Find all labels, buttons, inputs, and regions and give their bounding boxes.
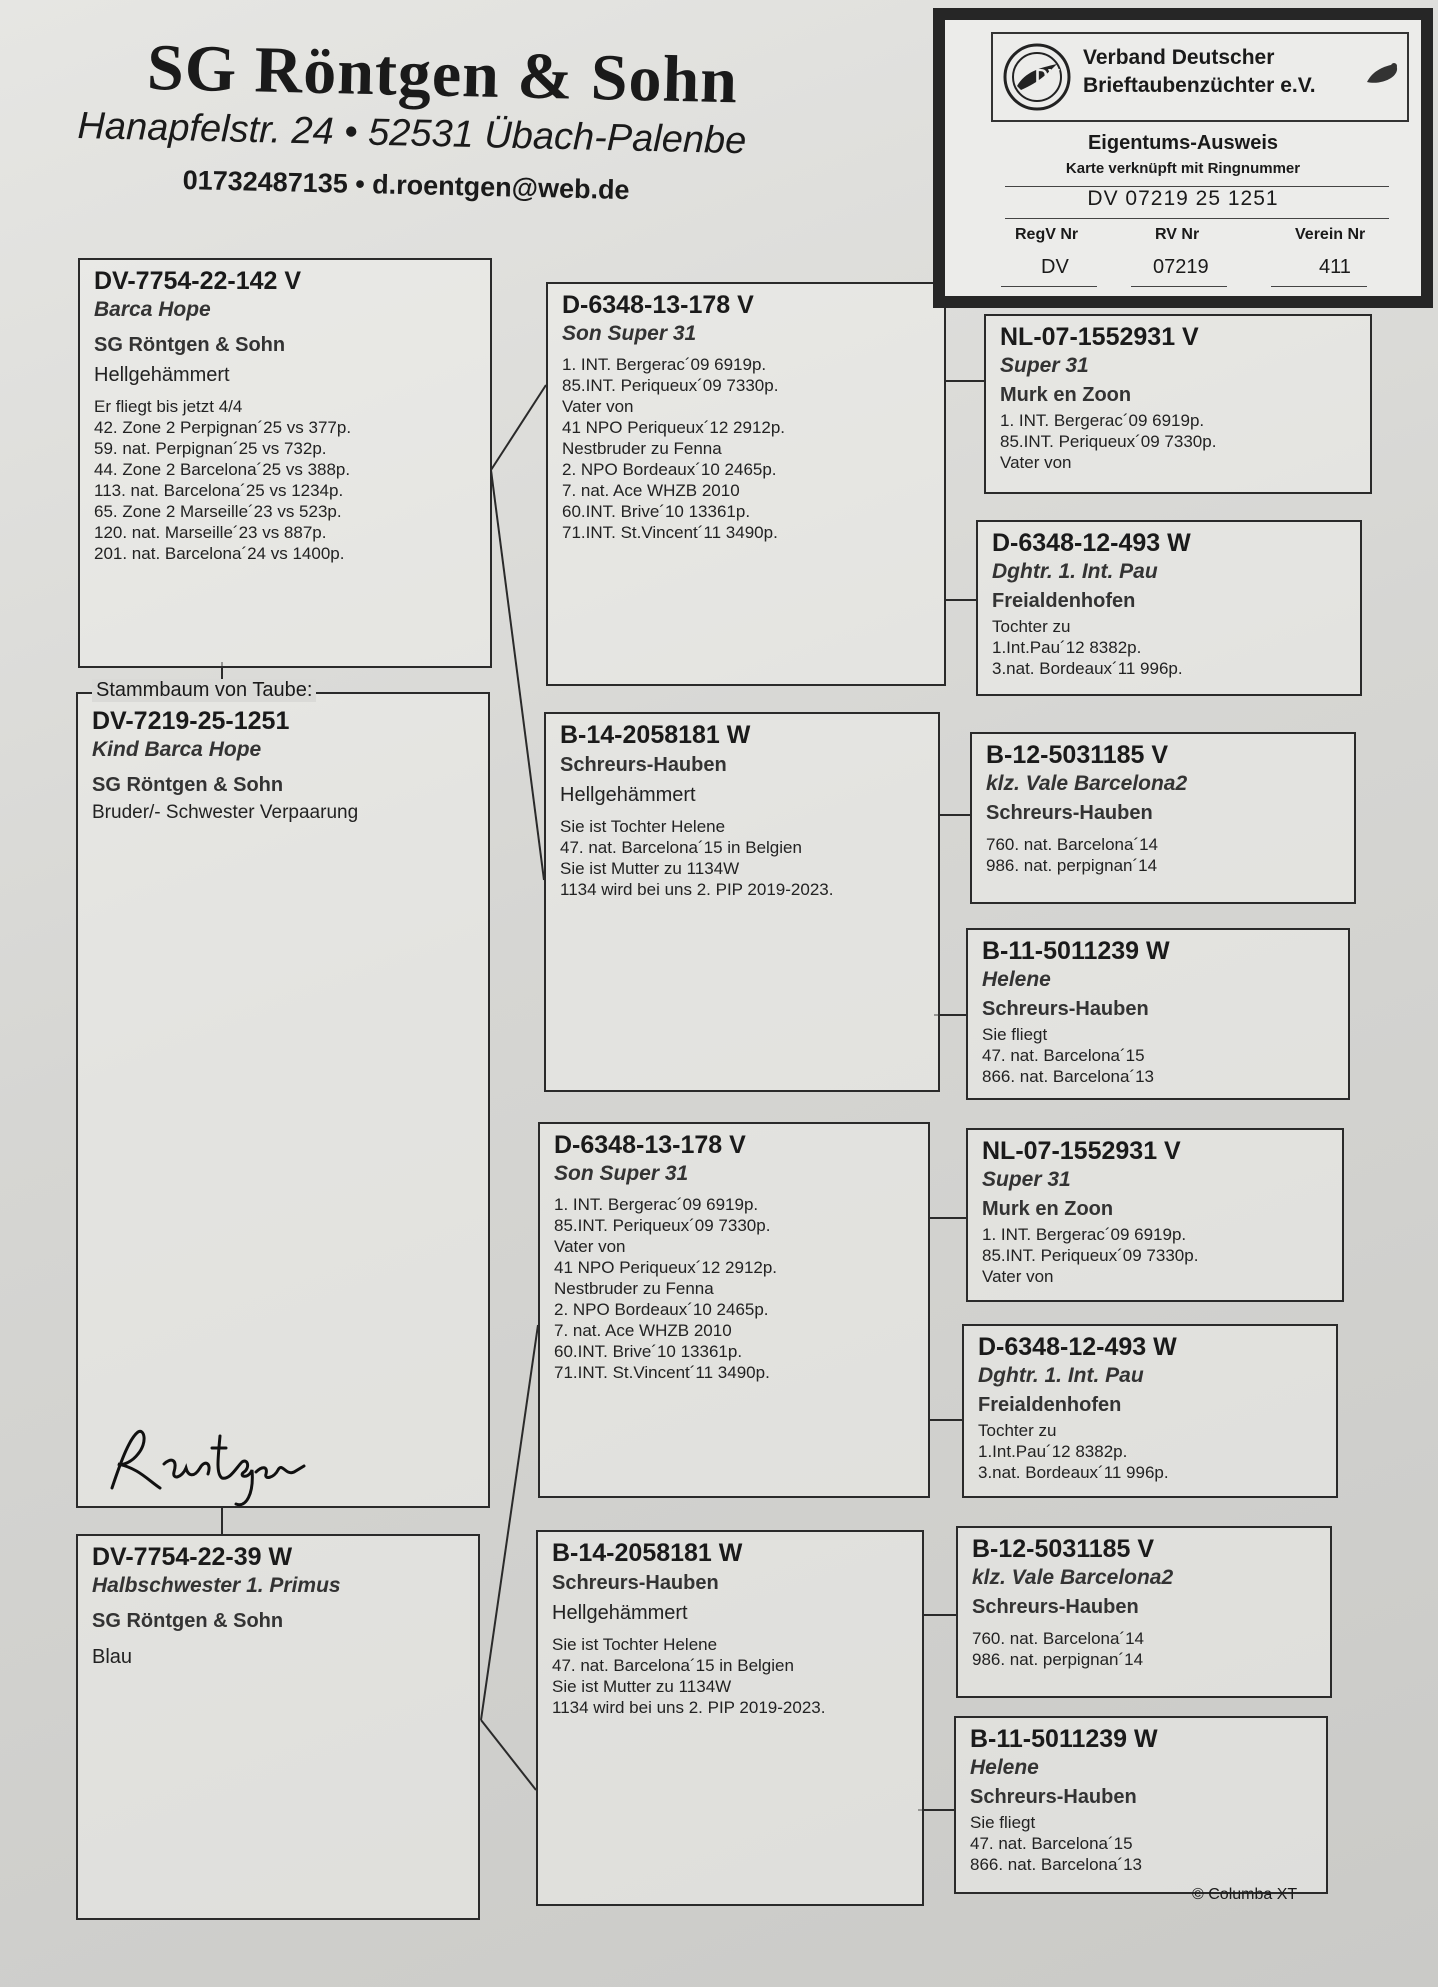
ownership-certificate-card [933,8,1433,308]
father-note: 59. nat. Perpignan´25 vs 732p. [94,439,327,458]
grandsire-maternal-ring: D-6348-13-178 V [554,1131,746,1159]
mother-breeder: SG Röntgen & Sohn [92,1610,284,1632]
subject-ring-number: DV-7219-25-1251 [92,707,290,735]
copyright-notice: © Columba XT [1192,1886,1298,1903]
grandsire-paternal-note: 85.INT. Periqueux´09 7330p. [562,376,779,395]
regv-header: RegV Nr [1015,226,1079,243]
granddam-maternal-breeder: Schreurs-Hauben [552,1572,719,1594]
subject-name: Kind Barca Hope [92,738,262,761]
father-note: 113. nat. Barcelona´25 vs 1234p. [94,481,344,500]
grandsire-paternal-note: 1. INT. Bergerac´09 6919p. [562,355,767,374]
ggp-note: 47. nat. Barcelona´15 [982,1046,1145,1065]
father-name: Barca Hope [94,298,211,321]
grandsire-maternal-note: Nestbruder zu Fenna [554,1279,714,1298]
grandsire-maternal-note: 41 NPO Periqueux´12 2912p. [554,1258,778,1277]
father-note: 201. nat. Barcelona´24 vs 1400p. [94,544,345,563]
grandsire-maternal-note: 60.INT. Brive´10 13361p. [554,1342,743,1361]
ggp-note: 866. nat. Barcelona´13 [982,1067,1155,1086]
ggp-note: 986. nat. perpignan´14 [986,856,1158,875]
mother-color: Blau [92,1646,133,1668]
father-note: Er fliegt bis jetzt 4/4 [94,397,243,416]
ggp-breeder: Freialdenhofen [978,1394,1122,1416]
grandsire-maternal-box [538,1122,930,1498]
father-note: 42. Zone 2 Perpignan´25 vs 377p. [94,418,352,437]
ggp-ring: D-6348-12-493 W [992,529,1191,557]
father-note: 120. nat. Marseille´23 vs 887p. [94,523,327,542]
grandsire-paternal-note: 41 NPO Periqueux´12 2912p. [562,418,786,437]
mother-box [76,1534,480,1920]
ggp-breeder: Murk en Zoon [982,1198,1114,1220]
grandsire-paternal-note: 60.INT. Brive´10 13361p. [562,502,751,521]
ggp-note: 760. nat. Barcelona´14 [972,1629,1145,1648]
ggp-box [984,314,1372,494]
association-header [991,32,1409,122]
grandsire-maternal-note: 1. INT. Bergerac´09 6919p. [554,1195,759,1214]
ggp-box [966,1128,1344,1302]
father-note: 65. Zone 2 Marseille´23 vs 523p. [94,502,342,521]
granddam-paternal-note: 47. nat. Barcelona´15 in Belgien [560,838,802,857]
ggp-ring: B-12-5031185 V [986,741,1169,769]
granddam-maternal-ring: B-14-2058181 W [552,1539,743,1567]
ggp-name: Super 31 [982,1168,1071,1191]
ggp-name: Helene [970,1756,1039,1779]
granddam-paternal-breeder: Schreurs-Hauben [560,754,727,776]
ggp-name: Dghtr. 1. Int. Pau [992,560,1158,583]
verein-value: 411 [1319,256,1351,278]
breeder-address: Hanapfelstr. 24 • 52531 Übach-Palenbe [77,105,747,163]
ggp-ring: B-11-5011239 W [982,937,1170,965]
grandsire-paternal-box [546,282,946,686]
ggp-box [976,520,1362,696]
grandsire-paternal-note: Vater von [562,397,634,416]
granddam-maternal-box [536,1530,924,1906]
regv-value: DV [1041,256,1069,278]
ggp-breeder: Schreurs-Hauben [970,1786,1137,1808]
grandsire-paternal-ring: D-6348-13-178 V [562,291,754,319]
ggp-name: Super 31 [1000,354,1089,377]
ggp-note: 986. nat. perpignan´14 [972,1650,1144,1669]
ggp-breeder: Murk en Zoon [1000,384,1132,406]
ggp-ring: NL-07-1552931 V [982,1137,1181,1165]
ggp-box [962,1324,1338,1498]
ggp-note: 760. nat. Barcelona´14 [986,835,1159,854]
granddam-paternal-note: Sie ist Mutter zu 1134W [560,859,740,878]
ggp-name: klz. Vale Barcelona2 [986,772,1188,795]
grandsire-paternal-note: 7. nat. Ace WHZB 2010 [562,481,740,500]
ggp-breeder: Schreurs-Hauben [986,802,1153,824]
ggp-note: 1.Int.Pau´12 8382p. [978,1442,1128,1461]
pedigree-of-label: Stammbaum von Taube: [92,679,316,702]
ggp-box [970,732,1356,904]
mother-ring-number: DV-7754-22-39 W [92,1543,293,1571]
pigeon-icon [1363,56,1403,92]
association-name-line2: Brieftaubenzüchter e.V. [1083,74,1316,97]
ggp-ring: NL-07-1552931 V [1000,323,1199,351]
association-logo-icon [999,42,1075,112]
subject-breeder: SG Röntgen & Sohn [92,774,284,796]
breeder-contact: 01732487135 • d.roentgen@web.de [182,165,630,206]
breeder-name-heading: SG Röntgen & Sohn [146,30,739,118]
ggp-note: 866. nat. Barcelona´13 [970,1855,1143,1874]
grandsire-paternal-note: 2. NPO Bordeaux´10 2465p. [562,460,777,479]
ggp-ring: B-12-5031185 V [972,1535,1155,1563]
grandsire-paternal-name: Son Super 31 [562,322,697,345]
ggp-note: Sie fliegt [982,1025,1048,1044]
ggp-name: Dghtr. 1. Int. Pau [978,1364,1144,1387]
logo-lettering: DV [1035,66,1061,86]
ggp-ring: B-11-5011239 W [970,1725,1158,1753]
granddam-paternal-box [544,712,940,1092]
grandsire-maternal-note: 85.INT. Periqueux´09 7330p. [554,1216,771,1235]
ggp-note: 3.nat. Bordeaux´11 996p. [992,659,1183,678]
ggp-breeder: Schreurs-Hauben [982,998,1149,1020]
certificate-title: Eigentums-Ausweis [1087,132,1279,154]
ggp-box [954,1716,1328,1894]
subject-box [76,692,490,1508]
verein-header: Verein Nr [1295,226,1366,243]
granddam-paternal-note: 1134 wird bei uns 2. PIP 2019-2023. [560,880,834,899]
grandsire-maternal-note: 2. NPO Bordeaux´10 2465p. [554,1300,769,1319]
ggp-note: Vater von [982,1267,1054,1286]
ggp-note: Sie fliegt [970,1813,1036,1832]
father-note: 44. Zone 2 Barcelona´25 vs 388p. [94,460,351,479]
granddam-maternal-note: 1134 wird bei uns 2. PIP 2019-2023. [552,1698,826,1717]
ggp-note: 85.INT. Periqueux´09 7330p. [1000,432,1217,451]
grandsire-paternal-note: 71.INT. St.Vincent´11 3490p. [562,523,778,542]
ggp-ring: D-6348-12-493 W [978,1333,1177,1361]
ggp-note: 3.nat. Bordeaux´11 996p. [978,1463,1169,1482]
granddam-paternal-ring: B-14-2058181 W [560,721,751,749]
association-name-line1: Verband Deutscher [1083,46,1275,69]
rv-header: RV Nr [1155,226,1200,243]
granddam-maternal-color: Hellgehämmert [552,1602,688,1624]
ggp-note: 1.Int.Pau´12 8382p. [992,638,1142,657]
ggp-box [956,1526,1332,1698]
subject-note: Bruder/- Schwester Verpaarung [92,802,359,823]
grandsire-maternal-note: Vater von [554,1237,626,1256]
ggp-name: klz. Vale Barcelona2 [972,1566,1174,1589]
mother-name: Halbschwester 1. Primus [92,1574,341,1597]
certificate-subtitle: Karte verknüpft mit Ringnummer [1065,160,1301,177]
granddam-paternal-color: Hellgehämmert [560,784,696,806]
ggp-note: Tochter zu [992,617,1071,636]
ggp-breeder: Schreurs-Hauben [972,1596,1139,1618]
granddam-maternal-note: 47. nat. Barcelona´15 in Belgien [552,1656,794,1675]
ggp-note: 1. INT. Bergerac´09 6919p. [1000,411,1205,430]
ggp-box [966,928,1350,1100]
granddam-paternal-note: Sie ist Tochter Helene [560,817,726,836]
granddam-maternal-note: Sie ist Tochter Helene [552,1635,718,1654]
ggp-note: 1. INT. Bergerac´09 6919p. [982,1225,1187,1244]
ggp-note: 85.INT. Periqueux´09 7330p. [982,1246,1199,1265]
ggp-breeder: Freialdenhofen [992,590,1136,612]
ggp-note: Tochter zu [978,1421,1057,1440]
grandsire-paternal-note: Nestbruder zu Fenna [562,439,722,458]
father-ring-number: DV-7754-22-142 V [94,267,302,295]
ggp-note: 47. nat. Barcelona´15 [970,1834,1133,1853]
grandsire-maternal-note: 71.INT. St.Vincent´11 3490p. [554,1363,770,1382]
ggp-name: Helene [982,968,1051,991]
granddam-maternal-note: Sie ist Mutter zu 1134W [552,1677,732,1696]
father-breeder: SG Röntgen & Sohn [94,334,286,356]
father-color: Hellgehämmert [94,364,230,386]
father-box [78,258,492,668]
grandsire-maternal-note: 7. nat. Ace WHZB 2010 [554,1321,732,1340]
rv-value: 07219 [1153,256,1209,278]
ggp-note: Vater von [1000,453,1072,472]
certificate-ring-number: DV 07219 25 1251 [1087,187,1279,210]
signature-image [108,1418,318,1508]
grandsire-maternal-name: Son Super 31 [554,1162,689,1185]
